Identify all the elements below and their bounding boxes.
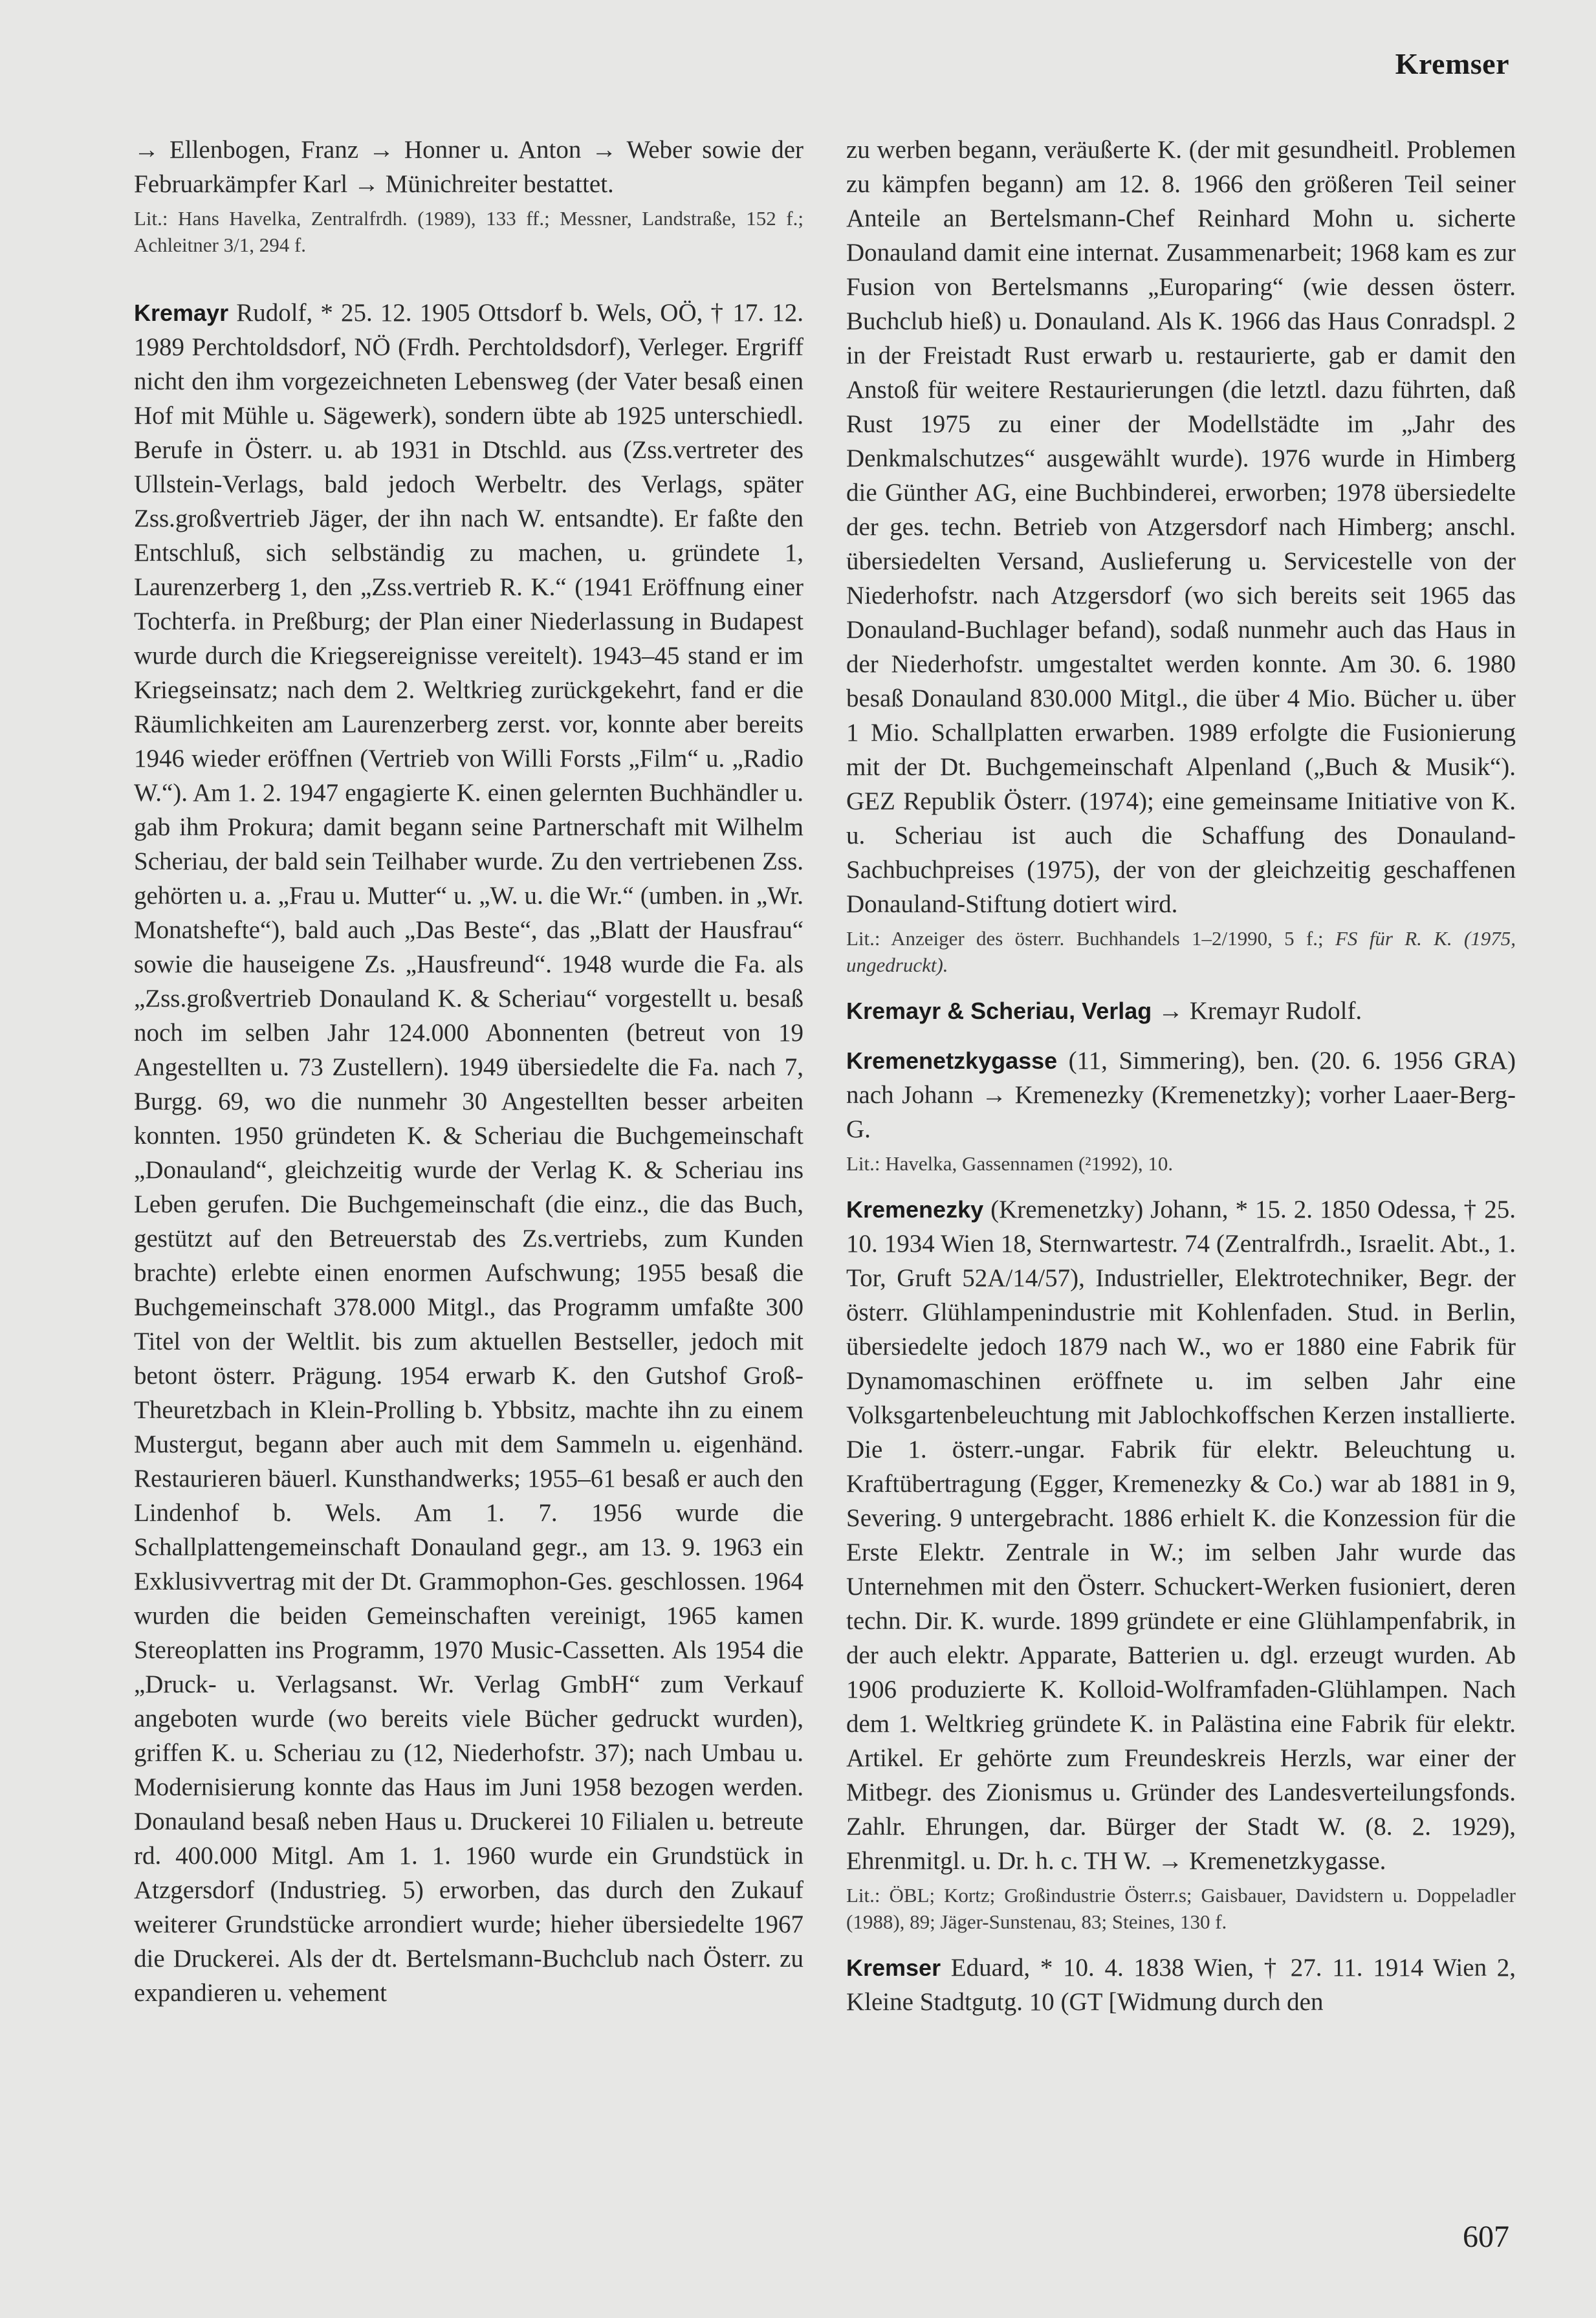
left-column [134, 133, 803, 2010]
entry-kremayr-scheriau-verlag [846, 994, 1516, 1028]
entry-lemma: Kremenezky [846, 1196, 984, 1223]
page-number: 607 [1463, 2220, 1509, 2254]
kremayr-literature [846, 925, 1516, 978]
literature-text: Lit.: Anzeiger des österr. Buchhandels 1–2/1990, 5 f.; [846, 927, 1324, 950]
entry-kremayr [134, 296, 803, 2010]
entry-kremser [846, 1951, 1516, 2019]
entry-lemma: Kremenetzkygasse [846, 1047, 1058, 1074]
entry-kremenetzkygasse [846, 1044, 1516, 1146]
literature-italic-text: FS für R. K. (1975, ungedruckt). [846, 927, 1516, 976]
entry-text: Rudolf, * 25. 12. 1905 Ottsdorf b. Wels, OÖ, † 17. 12. 1989 Perchtoldsdorf, NÖ (Frdh. Perchtoldsdorf), Verleger. Ergriff nicht den ihm vorgezeichneten Lebensweg (der Vater besaß einen Hof mit Mühle u. Sägewerk), sondern übte ab 1925 unterschiedl. Berufe in Österr. u. ab 1931 in Dtschld. aus (Zss.vertreter des Ullstein-Verlags, bald jedoch Werbeltr. des Verlags, später Zss.großvertrieb Jäger, der ihn nach W. entsandte). Er faßte den Entschluß, sich selbständig zu machen, u. gründete 1, Laurenzerberg 1, den „Zss.vertrieb R. K.“ (1941 Eröffnung einer Tochterfa. in Preßburg; der Plan einer Niederlassung in Budapest wurde durch die Kriegsereignisse vereitelt). 1943–45 stand er im Kriegseinsatz; nach dem 2. Weltkrieg zurückgekehrt, fand er die Räumlichkeiten am Laurenzerberg zerst. vor, konnte aber bereits 1946 wieder eröffnen (Vertrieb von Willi Forsts „Film“ u. „Radio W.“). Am 1. 2. 1947 engagierte K. einen gelernten Buchhändler u. gab ihm Prokura; damit begann seine Partnerschaft mit Wilhelm Scheriau, der bald sein Teilhaber wurde. Zu den vertriebenen Zss. gehörten u. a. „Frau u. Mutter“ u. „W. u. die Wr.“ (umben. in „Wr. Monatshefte“), bald auch „Das Beste“, das „Blatt der Hausfrau“ sowie die hauseigene Zs. „Hausfreund“. 1948 wurde die Fa. als „Zss.großvertrieb Donauland K. & Scheriau“ vorgestellt u. besaß noch im selben Jahr 124.000 Abonnenten (betreut von 19 Angestellten u. 73 Zustellern). 1949 übersiedelte die Fa. nach 7, Burgg. 69, wo die nunmehr 30 Angestellten besser arbeiten konnten. 1950 gründeten K. & Scheriau die Buchgemeinschaft „Donauland“, gleichzeitig wurde der Verlag K. & Scheriau ins Leben gerufen. Die Buchgemeinschaft (die einz., die das Buch, gestützt auf den Betreuerstab des Zs.vertriebs, zum Kunden brachte) erlebte einen enormen Aufschwung; 1955 besaß die Buchgemeinschaft 378.000 Mitgl., das Programm umfaßte 300 Titel von der Weltlit. bis zum aktuellen Bestseller, jedoch mit betont österr. Prägung. 1954 erwarb K. den Gutshof Groß-Theuretzbach in Klein-Prolling b. Ybbsitz, machte ihn zu einem Mustergut, begann aber auch mit dem Sammeln u. eigenhänd. Restaurieren bäuerl. Kunsthandwerks; 1955–61 besaß er auch den Lindenhof b. Wels. Am 1. 7. 1956 wurde die Schallplattengemeinschaft Donauland gegr., am 13. 9. 1963 ein Exklusivvertrag mit der Dt. Grammophon-Ges. geschlossen. 1964 wurden die beiden Gemeinschaften vereinigt, 1965 kamen Stereoplatten ins Programm, 1970 Music-Cassetten. Als 1954 die „Druck- u. Verlagsanst. Wr. Verlag GmbH“ zum Verkauf angeboten wurde (wo bereits viele Bücher gedruckt wurden), griffen K. u. Scheriau zu (12, Niederhofstr. 37); nach Umbau u. Modernisierung konnte das Haus im Juni 1958 bezogen werden. Donauland besaß neben Haus u. Druckerei 10 Filialen u. betreute rd. 400.000 Mitgl. Am 1. 1. 1960 wurde ein Grundstück in Atzgersdorf (Industrieg. 5) erworben, das durch den Zukauf weiterer Grundstücke arrondiert wurde; hieher übersiedelte 1967 die Druckerei. Als der dt. Bertelsmann-Buchclub nach Österr. zu expandieren u. vehement [134, 299, 803, 2007]
entry-lemma: Kremayr [134, 300, 229, 326]
entry-kremenezky [846, 1192, 1516, 1878]
kremayr-entry-continuation: zu werben begann, veräußerte K. (der mit gesundheitl. Problemen zu kämpfen begann) am 12. 8. 1966 den größeren Teil seiner Anteile an Bertelsmann-Chef Reinhard Mohn u. sicherte Donauland damit eine internat. Zusammenarbeit; 1968 kam es zur Fusion von Bertelsmanns „Europaring“ (wie dessen österr. Buchclub hieß) u. Donauland. Als K. 1966 das Haus Conradspl. 2 in der Freistadt Rust erwarb u. restaurierte, gab er damit den Anstoß für weitere Restaurierungen (die letztl. dazu führten, daß Rust 1975 zu einer der Modellstädte im „Jahr des Denkmalschutzes“ ausgewählt wurde). 1976 wurde in Himberg die Günther AG, eine Buchbinderei, erworben; 1978 übersiedelte der ges. techn. Betrieb von Atzgersdorf nach Himberg; anschl. übersiedelten Versand, Auslieferung u. Servicestelle von der Niederhofstr. nach Atzgersdorf (wo sich bereits seit 1965 das Donauland-Buchlager befand), sodaß nunmehr auch das Haus in der Niederhofstr. umgestaltet werden konnte. Am 30. 6. 1980 besaß Donauland 830.000 Mitgl., die über 4 Mio. Bücher u. über 1 Mio. Schallplatten erwarben. 1989 erfolgte die Fusionierung mit der Dt. Buchgemeinschaft Alpenland („Buch & Musik“). GEZ Republik Österr. (1974); eine gemeinsame Initiative von K. u. Scheriau ist auch die Schaffung des Donauland-Sachbuchpreises (1975), der von der gleichzeitig geschaffenen Donauland-Stiftung dotiert wird. [846, 136, 1516, 918]
running-headword: Kremser [1395, 47, 1509, 80]
entry-lemma: Kremser [846, 1954, 941, 1981]
continued-entry-text: → Ellenbogen, Franz → Honner u. Anton → Weber sowie der Februarkämpfer Karl → Münichreiter bestattet. [134, 136, 803, 198]
kremenezky-literature: Lit.: ÖBL; Kortz; Großindustrie Österr.s; Gaisbauer, Davidstern u. Doppeladler (1988), 89; Jäger-Sunstenau, 83; Steines, 130 f. [846, 1884, 1516, 1933]
entry-text: → Kremayr Rudolf. [1158, 997, 1362, 1025]
entry-text: Eduard, * 10. 4. 1838 Wien, † 27. 11. 1914 Wien 2, Kleine Stadtgutg. 10 (GT [Widmung durch den [846, 1954, 1516, 2016]
entry-lemma: Kremayr & Scheriau, Verlag [846, 998, 1152, 1024]
entry-text: (11, Simmering), ben. (20. 6. 1956 GRA) nach Johann → Kremenezky (Kremenetzky); vorher Laaer-Berg-G. [846, 1047, 1516, 1143]
entry-text: (Kremenetzky) Johann, * 15. 2. 1850 Odessa, † 25. 10. 1934 Wien 18, Sternwartestr. 74 (Zentralfrdh., Israelit. Abt., 1. Tor, Gruft 52A/14/57), Industrieller, Elektrotechniker, Begr. der österr. Glühlampenindustrie mit Kohlenfaden. Stud. in Berlin, übersiedelte jedoch 1879 nach W., wo er 1880 eine Fabrik für Dynamomaschinen eröffnete u. im selben Jahr eine Volksgartenbeleuchtung mit Jablochkoffschen Kerzen installierte. Die 1. österr.-ungar. Fabrik für elektr. Beleuchtung u. Kraftübertragung (Egger, Kremenezky & Co.) war ab 1881 in 9, Severing. 9 untergebracht. 1886 erhielt K. die Konzession für die Erste Elektr. Zentrale in W.; im selben Jahr wurde das Unternehmen mit den Österr. Schuckert-Werken fusioniert, deren techn. Dir. K. wurde. 1899 gründete er eine Glühlampenfabrik, in der auch elektr. Apparate, Batterien u. dgl. erzeugt wurden. Ab 1906 produzierte K. Kolloid-Wolframfaden-Glühlampen. Nach dem 1. Weltkrieg gründete K. in Palästina eine Fabrik für elektr. Artikel. Er gehörte zum Freundeskreis Herzls, war einer der Mitbegr. des Zionismus u. Gründer des Landesverteilungsfonds. Zahlr. Ehrungen, dar. Bürger der Stadt W. (8. 2. 1929), Ehrenmitgl. u. Dr. h. c. TH W. → Kremenetzkygasse. [846, 1196, 1516, 1875]
right-column [846, 133, 1516, 2019]
kremenetzkygasse-literature: Lit.: Havelka, Gassennamen (²1992), 10. [846, 1152, 1174, 1175]
continued-entry-literature: Lit.: Hans Havelka, Zentralfrdh. (1989), 133 ff.; Messner, Landstraße, 152 f.; Achleitner 3/1, 294 f. [134, 207, 803, 256]
